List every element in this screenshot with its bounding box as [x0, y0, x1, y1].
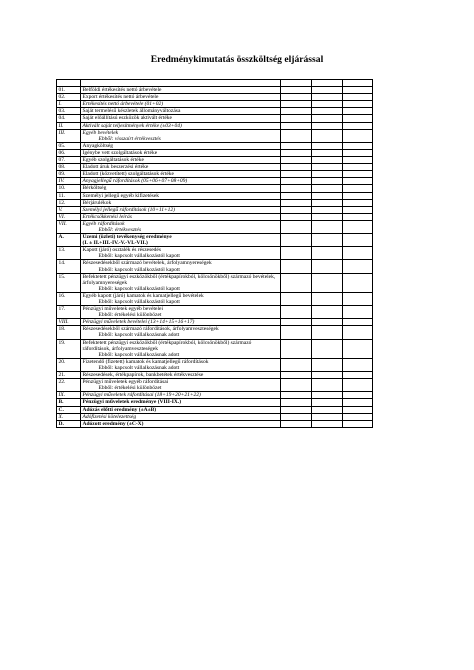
row-sublabel: Ebből: visszaírt értékvesztés: [98, 135, 161, 142]
value-cell: [312, 372, 343, 379]
row-sublabel: Ebből: kapcsolt vállalkozásnak adott: [98, 364, 180, 371]
row-number: 04.: [57, 115, 81, 122]
row-label-cell: [81, 392, 281, 399]
row-label: Egyéb ráfordítások: [82, 220, 125, 227]
value-cell: [312, 178, 343, 185]
value-cell: [312, 306, 343, 319]
value-cell: [312, 273, 343, 292]
value-cell: [281, 157, 312, 164]
row-label-cell: [81, 358, 281, 371]
value-cell: [281, 220, 312, 233]
value-cell: [343, 247, 373, 260]
value-cell: [312, 87, 343, 94]
table-row: [57, 142, 373, 149]
row-number: 13.: [57, 247, 81, 260]
row-label: Bérjárulékok: [82, 199, 112, 206]
row-number: VII.: [57, 220, 81, 233]
header-cell: [312, 80, 343, 87]
row-sublabel: Ebből: kapcsolt vállalkozástól kapott: [98, 253, 180, 260]
value-cell: [312, 157, 343, 164]
value-cell: [343, 399, 373, 406]
value-cell: [312, 326, 343, 339]
value-cell: [312, 115, 343, 122]
value-cell: [312, 413, 343, 420]
row-label: Befektetett pénzügyi eszközökből (értékpapírokból, kölcsönökből) származó ráfordítások, árfolyamveszteségek: [82, 339, 252, 352]
row-label: Anyagjellegű ráfordítások (05+06+07+08+09): [82, 178, 188, 185]
table-row: [57, 339, 373, 358]
value-cell: [343, 319, 373, 326]
value-cell: [281, 192, 312, 199]
table-row: [57, 292, 373, 305]
row-sublabel: Ebből: értékelési különbözet: [98, 312, 162, 319]
value-cell: [312, 213, 343, 220]
value-cell: [281, 319, 312, 326]
row-label: Belföldi értékesítés nettó árbevétele: [82, 87, 162, 94]
row-label-cell: [81, 206, 281, 213]
row-sublabel: Ebből: kapcsolt vállalkozástól kapott: [98, 266, 180, 273]
value-cell: [343, 213, 373, 220]
value-cell: [312, 199, 343, 206]
value-cell: [312, 392, 343, 399]
row-sublabel: Ebből: kapcsolt vállalkozásnak adott: [98, 351, 180, 358]
value-cell: [281, 149, 312, 156]
value-cell: [281, 101, 312, 108]
value-cell: [281, 372, 312, 379]
value-cell: [312, 399, 343, 406]
row-label: Egyéb bevételek: [82, 129, 119, 136]
value-cell: [312, 185, 343, 192]
row-number: VI.: [57, 213, 81, 220]
value-cell: [312, 339, 343, 358]
value-cell: [281, 171, 312, 178]
row-number: 16.: [57, 292, 81, 305]
value-cell: [343, 115, 373, 122]
value-cell: [281, 213, 312, 220]
table-row: [57, 247, 373, 260]
header-cell: [81, 80, 281, 87]
value-cell: [312, 101, 343, 108]
value-cell: [343, 273, 373, 292]
row-label-cell: [81, 178, 281, 185]
table-row: [57, 171, 373, 178]
value-cell: [343, 420, 373, 427]
row-label-cell: [81, 379, 281, 392]
table-row: [57, 101, 373, 108]
row-label-cell: [81, 149, 281, 156]
value-cell: [281, 129, 312, 142]
row-number: I.: [57, 101, 81, 108]
table-row: [57, 399, 373, 406]
row-number: B.: [57, 399, 81, 406]
value-cell: [312, 292, 343, 305]
row-number: VIII.: [57, 319, 81, 326]
value-cell: [281, 108, 312, 115]
row-label: Pénzügyi műveletek bevételei (13+14+15+16+17): [82, 319, 195, 326]
value-cell: [343, 101, 373, 108]
row-label-cell: [81, 399, 281, 406]
value-cell: [343, 220, 373, 233]
row-label-cell: [81, 260, 281, 273]
row-number: 08.: [57, 164, 81, 171]
value-cell: [312, 420, 343, 427]
row-number: 17.: [57, 306, 81, 319]
value-cell: [281, 292, 312, 305]
row-label-cell: [81, 406, 281, 413]
table-row: [57, 164, 373, 171]
value-cell: [312, 358, 343, 371]
value-cell: [281, 306, 312, 319]
value-cell: [343, 306, 373, 319]
value-cell: [281, 399, 312, 406]
value-cell: [281, 420, 312, 427]
value-cell: [312, 192, 343, 199]
row-number: 19.: [57, 339, 81, 358]
value-cell: [312, 164, 343, 171]
table-row: [57, 157, 373, 164]
row-number: 18.: [57, 326, 81, 339]
row-label-cell: [81, 157, 281, 164]
row-label: Saját termelésű készletek állományváltozása: [82, 108, 181, 115]
row-number: 02.: [57, 94, 81, 101]
row-number: 10.: [57, 185, 81, 192]
value-cell: [281, 164, 312, 171]
row-label-cell: [81, 326, 281, 339]
row-label-cell: [81, 192, 281, 199]
value-cell: [343, 206, 373, 213]
header-cell: [343, 80, 373, 87]
value-cell: [312, 247, 343, 260]
value-cell: [343, 108, 373, 115]
table-row: [57, 326, 373, 339]
value-cell: [312, 220, 343, 233]
value-cell: [343, 94, 373, 101]
value-cell: [281, 406, 312, 413]
table-row: [57, 306, 373, 319]
value-cell: [343, 185, 373, 192]
value-cell: [343, 292, 373, 305]
row-sublabel: Ebből: kapcsolt vállalkozástól kapott: [98, 285, 180, 292]
row-label: Részesedések, értékpapírok, bankbetétek értékvesztése: [82, 372, 204, 379]
row-number: IX.: [57, 392, 81, 399]
table-row: [57, 413, 373, 420]
row-number: V.: [57, 206, 81, 213]
row-number: 07.: [57, 157, 81, 164]
row-label-cell: [81, 372, 281, 379]
row-number: X.: [57, 413, 81, 420]
table-row: [57, 406, 373, 413]
row-label-cell: [81, 94, 281, 101]
row-number: 11.: [57, 192, 81, 199]
row-number: 20.: [57, 358, 81, 371]
row-label-cell: [81, 129, 281, 142]
row-number: 03.: [57, 108, 81, 115]
table-row: [57, 420, 373, 427]
row-number: 15.: [57, 273, 81, 292]
row-label: Befektetett pénzügyi eszközökből (értékpapírokból, kölcsönökből) származó bevételek, árfolyamnyereségek: [82, 273, 276, 286]
value-cell: [281, 273, 312, 292]
table-row: [57, 358, 373, 371]
row-sublabel: Ebből: értékelési különbözet: [98, 385, 162, 392]
value-cell: [312, 319, 343, 326]
table-row: [57, 94, 373, 101]
row-number: IV.: [57, 178, 81, 185]
value-cell: [281, 142, 312, 149]
row-label-formula: (I. ± II.+III.-IV.-V.-VI.-VII.): [82, 240, 148, 247]
table-row: [57, 185, 373, 192]
value-cell: [343, 379, 373, 392]
value-cell: [281, 87, 312, 94]
value-cell: [343, 164, 373, 171]
value-cell: [343, 413, 373, 420]
table-row: [57, 379, 373, 392]
table-row: [57, 115, 373, 122]
value-cell: [343, 87, 373, 94]
row-label-cell: [81, 247, 281, 260]
row-label-cell: [81, 339, 281, 358]
table-row: [57, 199, 373, 206]
row-number: 09.: [57, 171, 81, 178]
value-cell: [312, 142, 343, 149]
value-cell: [281, 247, 312, 260]
value-cell: [343, 326, 373, 339]
value-cell: [343, 339, 373, 358]
value-cell: [343, 234, 373, 247]
value-cell: [343, 149, 373, 156]
value-cell: [281, 379, 312, 392]
row-label: Egyéb szolgáltatások értéke: [82, 157, 144, 164]
row-label-cell: [81, 273, 281, 292]
row-label-cell: [81, 292, 281, 305]
value-cell: [343, 260, 373, 273]
value-cell: [281, 115, 312, 122]
row-label: Pénzügyi műveletek egyéb ráfordításai: [82, 379, 169, 386]
table-row: [57, 108, 373, 115]
value-cell: [343, 171, 373, 178]
value-cell: [281, 122, 312, 129]
value-cell: [343, 192, 373, 199]
table-row: [57, 234, 373, 247]
value-cell: [312, 260, 343, 273]
value-cell: [281, 94, 312, 101]
page-title: Eredménykimutatás összköltség eljárással: [150, 54, 324, 65]
row-label-cell: [81, 319, 281, 326]
row-label: Anyagköltség: [82, 142, 114, 149]
value-cell: [312, 108, 343, 115]
value-cell: [312, 129, 343, 142]
table-row: [57, 372, 373, 379]
table-row: [57, 80, 373, 87]
row-label-cell: [81, 185, 281, 192]
table-row: [57, 129, 373, 142]
table-row: [57, 206, 373, 213]
row-label: Igénybe vett szolgáltatások értéke: [82, 149, 158, 156]
row-number: 21.: [57, 372, 81, 379]
table-body: [57, 80, 373, 428]
value-cell: [343, 178, 373, 185]
value-cell: [343, 157, 373, 164]
header-cell: [281, 80, 312, 87]
value-cell: [281, 206, 312, 213]
value-cell: [281, 326, 312, 339]
table-row: [57, 192, 373, 199]
row-number: 05.: [57, 142, 81, 149]
row-number: II.: [57, 122, 81, 129]
table-row: [57, 319, 373, 326]
value-cell: [312, 171, 343, 178]
row-label-cell: [81, 413, 281, 420]
row-label-cell: [81, 108, 281, 115]
row-label: Egyéb kapott (járó) kamatok és kamatjellegű bevételek: [82, 292, 204, 299]
value-cell: [281, 234, 312, 247]
value-cell: [343, 406, 373, 413]
value-cell: [312, 206, 343, 213]
row-label-cell: [81, 306, 281, 319]
row-label: Adózás előtti eredmény (±A±B): [82, 406, 157, 413]
row-label: Pénzügyi műveletek egyéb bevételei: [82, 306, 163, 313]
row-label: Üzemi (üzleti) tevékenység eredménye: [82, 234, 172, 241]
value-cell: [343, 372, 373, 379]
row-label: Értékesítés nettó árbevétele (01+02): [82, 101, 164, 108]
value-cell: [312, 379, 343, 392]
row-label-cell: [81, 171, 281, 178]
table-row: [57, 178, 373, 185]
row-number: 22.: [57, 379, 81, 392]
row-label: Kapott (járó) osztalék és részesedés: [82, 247, 161, 254]
table-row: [57, 213, 373, 220]
table-row: [57, 87, 373, 94]
row-label: Értékcsökkenési leírás: [82, 213, 132, 220]
row-label-cell: [81, 101, 281, 108]
row-label: Személyi jellegű ráfordítások (10+11+12): [82, 206, 176, 213]
row-label-cell: [81, 115, 281, 122]
row-label: Adózott eredmény (±C-X): [82, 420, 144, 427]
row-sublabel: Ebből: értékvesztés: [98, 226, 142, 233]
row-number: 01.: [57, 87, 81, 94]
row-label: Saját előállítású eszközök aktivált értéke: [82, 115, 172, 122]
row-label-cell: [81, 87, 281, 94]
value-cell: [312, 94, 343, 101]
value-cell: [312, 122, 343, 129]
table-row: [57, 260, 373, 273]
value-cell: [343, 129, 373, 142]
row-number: D.: [57, 420, 81, 427]
row-label: Aktivált saját teljesítmények értéke (±03+04): [82, 122, 182, 129]
value-cell: [281, 260, 312, 273]
row-number: 06.: [57, 149, 81, 156]
row-label: Eladott áruk beszerzési értéke: [82, 164, 149, 171]
table-row: [57, 220, 373, 233]
row-sublabel: Ebből: kapcsolt vállalkozásnak adott: [98, 332, 180, 339]
value-cell: [312, 406, 343, 413]
row-label-cell: [81, 234, 281, 247]
row-number: 14.: [57, 260, 81, 273]
header-cell: [57, 80, 81, 87]
row-label: Eladott (közvetített) szolgáltatások értéke: [82, 171, 174, 178]
value-cell: [281, 413, 312, 420]
row-label-cell: [81, 164, 281, 171]
table-row: [57, 273, 373, 292]
value-cell: [281, 392, 312, 399]
row-label: Személyi jellegű egyéb kifizetések: [82, 192, 160, 199]
row-label: Fizetendő (fizetett) kamatok és kamatjellegű ráfordítások: [82, 358, 209, 365]
row-sublabel: Ebből: kapcsolt vállalkozástól kapott: [98, 299, 180, 305]
row-number: C.: [57, 406, 81, 413]
value-cell: [343, 392, 373, 399]
value-cell: [343, 199, 373, 206]
row-label: Pénzügyi műveletek ráfordításai (18+19+20+21+22): [82, 392, 201, 399]
row-label-cell: [81, 142, 281, 149]
table-row: [57, 392, 373, 399]
value-cell: [312, 149, 343, 156]
row-number: A.: [57, 234, 81, 247]
income-statement-table: [56, 79, 373, 428]
value-cell: [281, 339, 312, 358]
value-cell: [343, 122, 373, 129]
value-cell: [312, 234, 343, 247]
value-cell: [281, 185, 312, 192]
row-label: Részesedésekből származó ráfordítások, árfolyamveszteségek: [82, 326, 219, 333]
row-label: Részesedésekből származó bevételek, árfolyamnyereségek: [82, 260, 212, 267]
row-number: III.: [57, 129, 81, 142]
row-label: Adófizetési kötelezettség: [82, 413, 137, 420]
value-cell: [281, 199, 312, 206]
row-label-cell: [81, 220, 281, 233]
value-cell: [343, 142, 373, 149]
row-label-cell: [81, 213, 281, 220]
row-label-cell: [81, 122, 281, 129]
table-row: [57, 122, 373, 129]
table-row: [57, 149, 373, 156]
value-cell: [343, 358, 373, 371]
row-label-cell: [81, 420, 281, 427]
value-cell: [281, 178, 312, 185]
row-label: Export értékesítés nettó árbevétele: [82, 94, 159, 101]
row-number: 12.: [57, 199, 81, 206]
row-label: Pénzügyi műveletek eredménye (VIII-IX.): [82, 399, 182, 406]
value-cell: [281, 358, 312, 371]
row-label-cell: [81, 199, 281, 206]
row-label: Bérköltség: [82, 185, 107, 192]
